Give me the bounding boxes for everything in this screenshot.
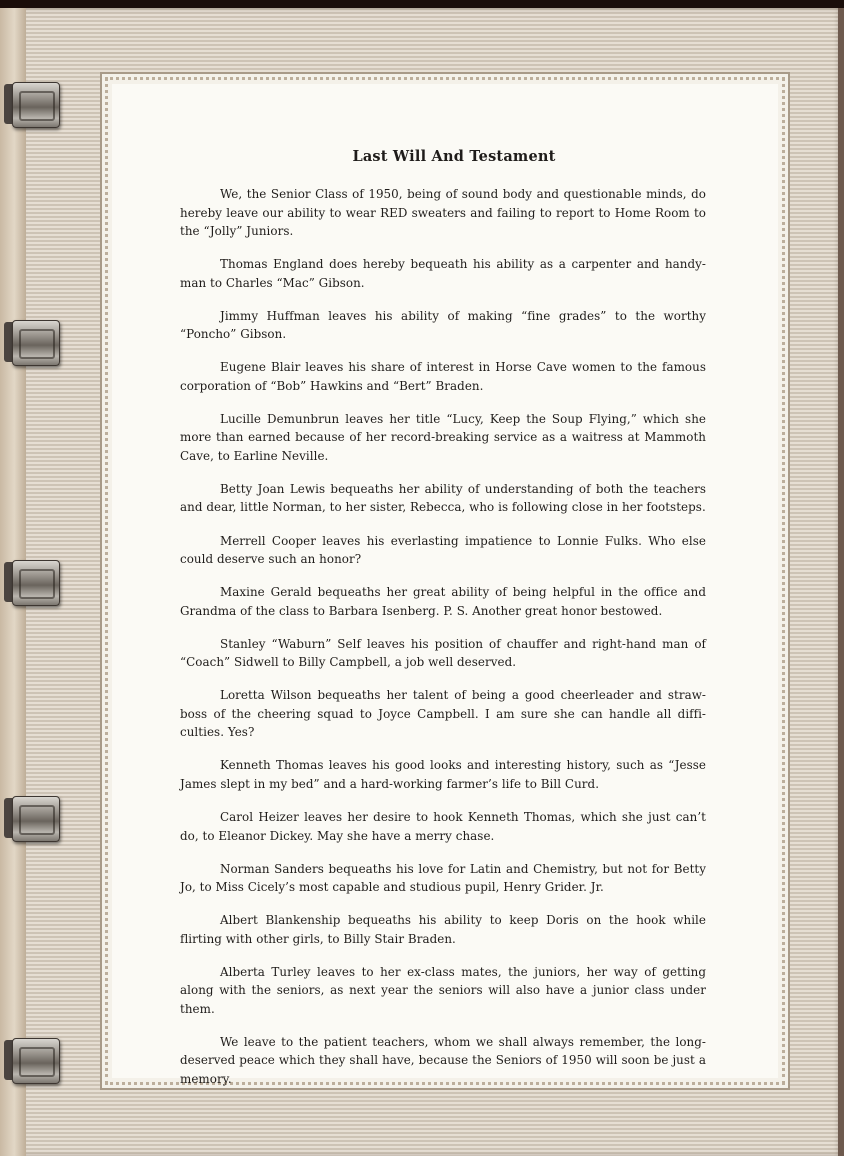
binder-ring-4 xyxy=(4,796,58,840)
paragraph-closing: We leave to the patient teachers, whom we shall always remember, the long-deserved peace which they shall have, because the Seniors of 1950 will soon be just a memory. xyxy=(180,1034,706,1086)
right-page-edge xyxy=(838,8,844,1156)
paragraph-norman-sanders: Norman Sanders bequeaths his love for Latin and Chemistry, but not for Betty Jo, to Miss Cicely’s most capable and studious pupil, Henry Grider. Jr. xyxy=(180,861,706,895)
paragraph-betty-joan-lewis: Betty Joan Lewis bequeaths her ability of understanding of both the teachers and dear, little Norman, to her sister, Rebecca, who is following close in her footsteps. xyxy=(180,481,706,515)
paragraph-lucille-demunbrun: Lucille Demunbrun leaves her title “Lucy, Keep the Soup Flying,” which she more than earned because of her record-breaking service as a waitress at Mammoth Cave, to Earline Neville. xyxy=(180,411,706,463)
binder-ring-5 xyxy=(4,1038,58,1082)
paragraph-senior-class: We, the Senior Class of 1950, being of sound body and questionable minds, do hereby leave our ability to wear RED sweaters and failing to report to Home Room to the “Jolly” Juniors. xyxy=(180,187,706,238)
document-body xyxy=(180,148,706,1103)
paragraph-albert-blankenship: Albert Blankenship bequeaths his ability to keep Doris on the hook while flirting with other girls, to Billy Stair Braden. xyxy=(180,913,706,946)
binder-ring-2 xyxy=(4,320,58,364)
paragraph-alberta-turley: Alberta Turley leaves to her ex-class mates, the juniors, her way of getting along with the seniors, as next year the seniors will also have a junior class under them. xyxy=(180,964,706,1016)
paragraph-thomas-england: Thomas England does hereby bequeath his ability as a carpenter and handy-man to Charles “Mac” Gibson. xyxy=(180,257,706,290)
paragraph-kenneth-thomas: Kenneth Thomas leaves his good looks and interesting history, such as “Jesse James slept in my bed” and a hard-working farmer’s life to Bill Curd. xyxy=(180,758,706,791)
paragraph-eugene-blair: Eugene Blair leaves his share of interest in Horse Cave women to the famous corporation of “Bob” Hawkins and “Bert” Braden. xyxy=(180,360,706,393)
paragraph-carol-heizer: Carol Heizer leaves her desire to hook Kenneth Thomas, which she just can’t do, to Eleanor Dickey. May she have a merry chase. xyxy=(180,810,706,843)
paragraph-maxine-gerald: Maxine Gerald bequeaths her great ability of being helpful in the office and Grandma of the class to Barbara Isenberg. P. S. Another great honor bestowed. xyxy=(180,585,706,618)
binder-ring-3 xyxy=(4,560,58,604)
binder-ring-1 xyxy=(4,82,58,126)
paragraph-loretta-wilson: Loretta Wilson bequeaths her talent of being a good cheerleader and straw-boss of the cheering squad to Joyce Campbell. I am sure she can handle all diffi-culties. Yes? xyxy=(180,688,706,740)
document-title: Last Will And Testament xyxy=(352,148,556,165)
paragraph-stanley-self: Stanley “Waburn” Self leaves his position of chauffer and right-hand man of “Coach” Sidwell to Billy Campbell, a job well deserved. xyxy=(180,636,706,670)
paragraph-merrell-cooper: Merrell Cooper leaves his everlasting impatience to Lonnie Fulks. Who else could deserve such an honor? xyxy=(180,533,706,567)
paragraph-jimmy-huffman: Jimmy Huffman leaves his ability of making “fine grades” to the worthy “Poncho” Gibson. xyxy=(180,308,706,342)
